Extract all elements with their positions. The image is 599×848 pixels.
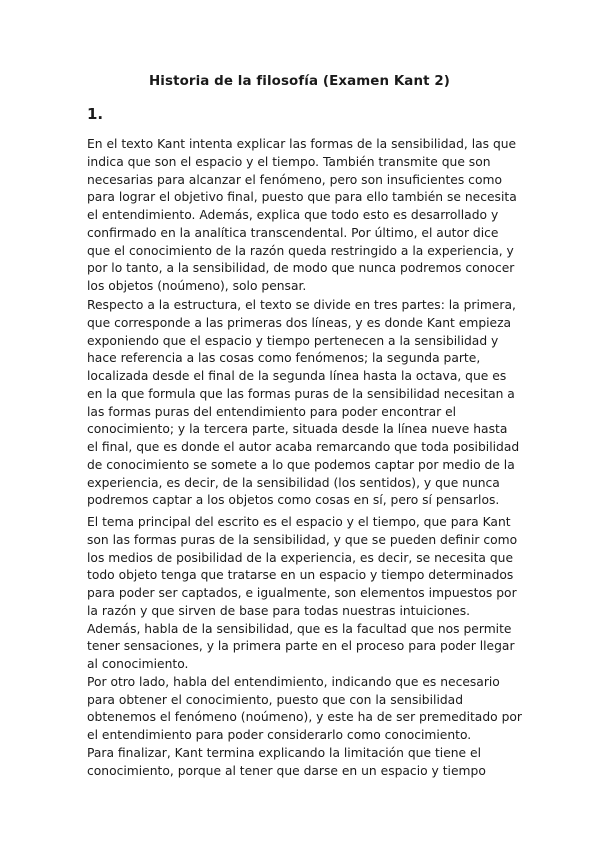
paragraph-understanding: Por otro lado, habla del entendimiento, indicando que es necesario para obtener el conocimiento, puesto que con la sensibilidad obtenemos el fenómeno (noúmeno), y este ha de ser premeditado por el entendimiento para poder considerarlo como conocimiento. (87, 674, 522, 742)
paragraph-block-structure (87, 297, 522, 510)
paragraph-structure: Respecto a la estructura, el texto se divide en tres partes: la primera, que corresponde a las primeras dos líneas, y es donde Kant empieza exponiendo que el espacio y tiempo pertenecen a la sensibilidad y hace referencia a las cosas como fenómenos; la segunda parte, localizada desde el final de la segunda línea hasta la octava, que es en la que formula que las formas puras de la sensibilidad necesitan a las formas puras del entendimiento para poder encontrar el conocimiento; y la tercera parte, situada desde la línea nueve hasta el final, que es donde el autor acaba remarcando que toda posibilidad de conocimiento se somete a lo que podemos captar por medio de la experiencia, es decir, de la sensibilidad (los sentidos), y que nunca podremos captar a los objetos como cosas en sí, pero sí pensarlos. (87, 298, 520, 508)
document-title: Historia de la filosofía (Examen Kant 2) (149, 74, 450, 89)
section-heading: 1. (87, 105, 104, 123)
paragraph-sensibility: Además, habla de la sensibilidad, que es la facultad que nos permite tener sensaciones, y la primera parte en el proceso para poder llegar al conocimiento. (87, 621, 515, 671)
paragraph-conclusion: Para finalizar, Kant termina explicando la limitación que tiene el conocimiento, porque al tener que darse en un espacio y tiempo (87, 745, 486, 778)
paragraph-block-summary (87, 136, 522, 296)
paragraph-block-theme (87, 514, 522, 780)
paragraph-theme: El tema principal del escrito es el espacio y el tiempo, que para Kant son las formas puras de la sensibilidad, y que se pueden definir como los medios de posibilidad de la experiencia, es decir, se necesita que todo objeto tenga que tratarse en un espacio y tiempo determinados para poder ser captados, e igualmente, son elementos impuestos por la razón y que sirven de base para todas nuestras intuiciones. (87, 515, 518, 618)
paragraph-summary: En el texto Kant intenta explicar las formas de la sensibilidad, las que indica que son el espacio y el tiempo. También transmite que son necesarias para alcanzar el fenómeno, pero son insuficientes como para lograr el objetivo final, puesto que para ello también se necesita el entendimiento. Además, explica que todo esto es desarrollado y confirmado en la analítica transcendental. Por último, el autor dice que el conocimiento de la razón queda restringido a la experiencia, y por lo tanto, a la sensibilidad, de modo que nunca podremos conocer los objetos (noúmeno), solo pensar. (87, 137, 517, 293)
